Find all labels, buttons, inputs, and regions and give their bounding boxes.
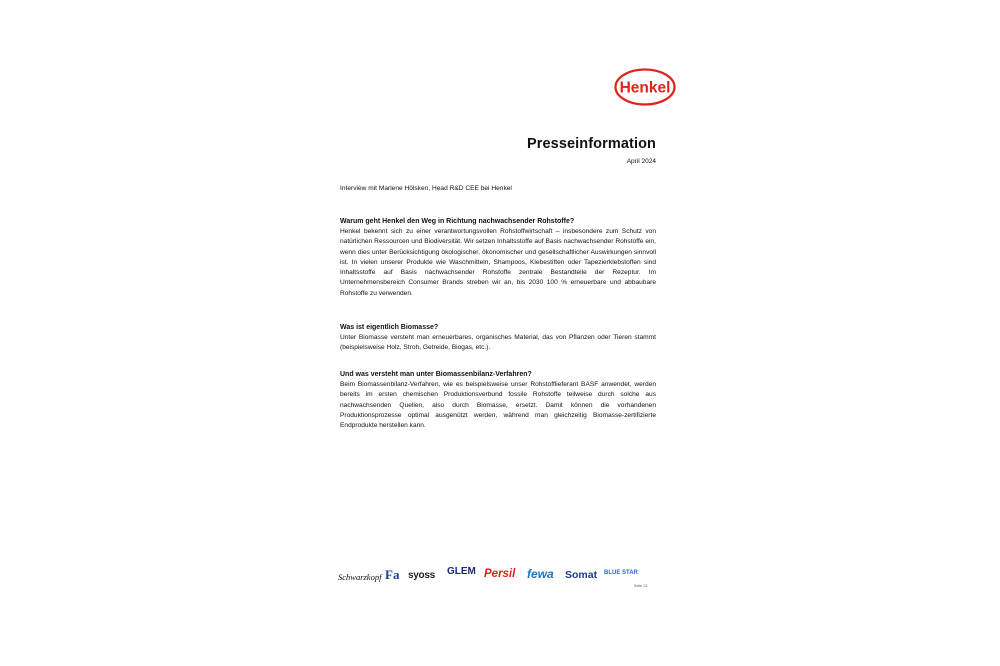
fa-logo: Fa — [385, 567, 400, 582]
fewa-logo: fewa — [527, 567, 554, 581]
section-body: Henkel bekennt sich zu einer verantwortungsvollen Rohstoffwirtschaft – insbesondere zum Schutz von natürlichen Ressourcen und Biodiversität. Wir setzen Inhaltsstoffe auf Basis nachwachsender Rohstoffe ein, wenn dies unter Berücksichtigung ökologischer, ökonomischer und gesellschaftlicher Auswirkungen sinnvoll ist. In vielen unserer Produkte wie Waschmitteln, Shampoos, Klebestiften oder Tapezierklebstoffen sind Inhaltsstoffe auf Basis nachwachsender Rohstoffe zentrale Bestandteile der Rezeptur. Im Unternehmensbereich Consumer Brands streben wir an, bis 2030 100 % erneuerbare und abbaubare Rohstoffe zu verwenden. — [340, 228, 656, 297]
schwarzkopf-logo: Schwarzkopf — [338, 572, 382, 582]
glem-logo: GLEM — [447, 566, 476, 577]
section-why-renewable — [340, 217, 656, 299]
interview-intro: Interview mit Marlene Hölsken, Head R&D CEE bei Henkel — [340, 185, 512, 192]
section-body: Unter Biomasse versteht man erneuerbares, organisches Material, das von Pflanzen oder Tieren stammt (beispielsweise Holz, Stroh, Getreide, Biogas, etc.). — [340, 334, 656, 352]
henkel-logo-text: Henkel — [619, 79, 671, 97]
brand-logos-row — [338, 564, 638, 586]
bluestar-logo: BLUE STAR — [604, 570, 638, 576]
section-heading: Warum geht Henkel den Weg in Richtung nachwachsender Rohstoffe? — [340, 218, 575, 225]
somat-logo: Somat — [565, 569, 598, 581]
section-heading: Was ist eigentlich Biomasse? — [340, 324, 439, 331]
henkel-logo — [614, 68, 676, 106]
section-heading: Und was versteht man unter Biomassenbilanz-Verfahren? — [340, 371, 532, 378]
section-biomass — [340, 323, 656, 354]
section-mass-balance — [340, 370, 656, 431]
persil-logo: Persil — [484, 568, 516, 580]
document-date: April 2024 — [626, 158, 656, 165]
page-title: Presseinformation — [526, 136, 656, 152]
page-number: Seite 1/1 — [634, 584, 648, 588]
syoss-logo: syoss — [408, 570, 435, 581]
section-body: Beim Biomassenbilanz-Verfahren, wie es beispielsweise unser Rohstofflieferant BASF anwendet, werden bereits im ersten chemischen Produktionsverbund fossile Rohstoffe teilweise durch solche aus nachwachsenden Quellen, also durch Biomasse, ersetzt. Damit können die vorhandenen Produktionsprozesse optimal ausgenützt werden, während man gleichzeitig Biomasse-zertifizierte Endprodukte herstellen kann. — [340, 381, 656, 430]
